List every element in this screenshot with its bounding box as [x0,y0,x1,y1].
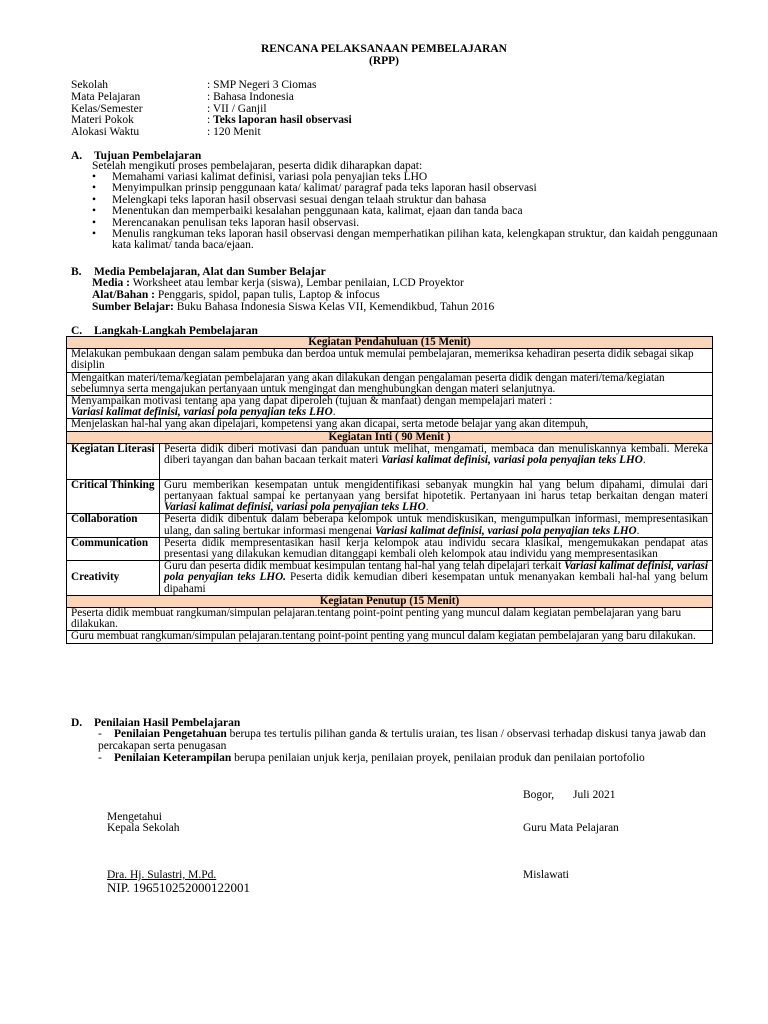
table-row [67,431,713,443]
inti-label: Collaboration [67,514,160,537]
inti-text-main: Peserta didik diberi motivasi dan panduan untuk melihat, mengamati, membaca dan menuliskannya kembali. Mereka diberi tayangan dan bahan bacaan terkait materi [164,442,708,467]
table-row [67,561,713,596]
section-number: D. [71,717,83,729]
meta-value: : 120 Menit [207,126,261,138]
alat-value: Penggaris, spidol, papan tulis, Laptop & infocus [154,289,380,301]
assessment-desc: berupa penilaian unjuk kerja, penilaian proyek, penilaian produk dan penilaian portofolio [231,752,645,764]
document-title: RENCANA PELAKSANAAN PEMBELAJARAN [261,43,507,55]
signature-right-role: Guru Mata Pelajaran [523,822,619,834]
section-number: A. [71,150,83,162]
signature-left-line1: Mengetahui [107,811,162,823]
table-row [67,443,713,479]
pendahuluan-step: Menjelaskan hal-hal yang akan dipelajari, kompetensi yang akan dicapai, serta metode belajar yang akan ditempuh, [67,419,713,431]
sumber-line [92,302,494,314]
learning-steps-table [66,336,713,644]
meta-row-alokasi [71,126,261,138]
meta-row-mapel [71,91,294,103]
headmaster-nip: NIP. 196510252000122001 [107,880,251,895]
penutup-header: Kegiatan Penutup (15 Menit) [67,595,713,607]
sumber-value: Buku Bahasa Indonesia Siswa Kelas VII, Kemendikbud, Tahun 2016 [173,301,495,313]
teacher-name: Mislawati [523,869,569,881]
motivasi-step [67,396,713,419]
table-row [67,514,713,537]
meta-value: : Bahasa Indonesia [207,91,294,103]
alat-line [92,290,380,302]
motivasi-topic: Variasi kalimat definisi, variasi pola penyajian teks LHO [71,406,333,419]
table-row [67,595,713,607]
table-row [67,372,713,395]
meta-key: Kelas/Semester [71,103,143,115]
meta-value-bold: Teks laporan hasil observasi [213,114,352,126]
section-a-intro: Setelah mengikuti proses pembelajaran, peserta didik diharapkan dapat: [92,160,423,172]
motivasi-end: . [332,406,336,419]
sumber-label: Sumber Belajar: [92,301,174,313]
objective-list [92,172,722,252]
table-row [67,419,713,431]
document-subtitle: (RPP) [368,55,399,67]
table-row [67,479,713,514]
list-dash: - [98,752,102,764]
inti-text-end: . [636,524,640,537]
table-row [67,608,713,631]
meta-key: Sekolah [71,79,109,91]
assessment-type: Penilaian Pengetahuan [114,728,227,740]
meta-value-prefix: : [207,114,214,126]
table-row [67,349,713,372]
objective-item: • Menyimpulkan prinsip penggunaan kata/ kalimat/ paragraf pada teks laporan hasil observasi [92,183,722,194]
meta-key: Mata Pelajaran [71,91,141,103]
objective-item: • Memahami variasi kalimat definisi, variasi pola penyajian teks LHO [92,172,722,183]
pendahuluan-step: Melakukan pembukaan dengan salam pembuka dan berdoa untuk memulai pembelajaran, memeriksa kehadiran peserta didik sebagai sikap disiplin [67,349,713,372]
meta-key: Alokasi Waktu [71,126,140,138]
inti-text [160,479,713,514]
penutup-step: Peserta didik membuat rangkuman/simpulan pelajaran.tentang point-point penting yang muncul dalam kegiatan pembelajaran yang baru dilakukan. [67,608,713,631]
signature-date: Juli 2021 [573,789,616,801]
inti-text-main: Peserta didik mempresentasikan hasil kerja kelompok atau individu secara klasikal, mengemukakan pendapat atas presentasi yang dilakukan kemudian ditanggapi kembali oleh kelompok atau individu yang mempresentasikan [164,536,708,561]
inti-text-main: Guru dan peserta didik membuat kesimpulan tentang hal-hal yang telah dipelajari terkait [164,560,565,573]
inti-text-topic: Variasi kalimat definisi, variasi pola penyajian teks LHO [164,501,426,514]
inti-header: Kegiatan Inti ( 90 Menit ) [67,431,713,443]
inti-text-end: . [642,454,646,467]
pendahuluan-header: Kegiatan Pendahuluan (15 Menit) [67,337,713,349]
objective-item: • Melengkapi teks laporan hasil observasi sesuai dengan telaah struktur dan bahasa [92,195,722,206]
meta-value: : SMP Negeri 3 Ciomas [207,79,317,91]
section-number: C. [71,325,83,337]
inti-text-topic: Variasi kalimat definisi, variasi pola penyajian teks LHO. [164,560,709,584]
media-value: Worksheet atau lembar kerja (siswa), Lembar penilaian, LCD Proyektor [130,277,464,289]
table-row [67,631,713,643]
inti-text [160,561,713,596]
meta-key: Materi Pokok [71,114,134,126]
headmaster-name: Dra. Hj. Sulastri, M.Pd. [107,869,217,881]
list-dash: - [98,728,102,740]
inti-text [160,514,713,537]
section-title: Penilaian Hasil Pembelajaran [94,717,241,729]
table-row [67,337,713,349]
section-title: Media Pembelajaran, Alat dan Sumber Belajar [94,266,326,278]
inti-label: Creativity [67,561,160,596]
inti-text-end: . [425,501,429,514]
pendahuluan-step: Mengaitkan materi/tema/kegiatan pembelajaran yang akan dilakukan dengan pengalaman peserta didik dengan materi/tema/kegiatan sebelumnya serta mengajukan pertanyaan untuk mengingat dan menghubungkan dengan materi selanjutnya. [67,372,713,395]
meta-row-sekolah [71,79,316,91]
motivasi-text: Menyampaikan motivasi tentang apa yang dapat diperoleh (tujuan & manfaat) dengan mempelajari materi : [71,395,553,408]
assessment-item [98,729,716,752]
assessment-type: Penilaian Keterampilan [114,752,232,764]
inti-label: Critical Thinking [67,479,160,514]
table-row [67,537,713,560]
inti-text-end: Peserta didik kemudian diberi kesempatan untuk menanyakan kembali hal-hal yang belum dipahami [164,571,708,595]
inti-label: Kegiatan Literasi [67,443,160,479]
penutup-step: Guru membuat rangkuman/simpulan pelajaran.tentang point-point penting yang muncul dalam kegiatan pembelajaran yang baru dilakukan. [67,631,713,643]
inti-label: Communication [67,537,160,560]
inti-text [160,443,713,479]
section-title: Langkah-Langkah Pembelajaran [94,325,258,337]
inti-text-topic: Variasi kalimat definisi, variasi pola penyajian teks LHO [374,524,637,537]
table-row [67,396,713,419]
inti-text-topic: Variasi kalimat definisi, variasi pola penyajian teks LHO [381,454,643,467]
signature-left-line2: Kepala Sekolah [107,822,180,834]
assessment-item [98,753,716,765]
inti-text-main: Peserta didik dibentuk dalam beberapa kelompok untuk mendiskusikan, mengumpulkan informasi, mempresentasikan ulang, dan saling bertukar informasi mengenai [164,513,708,537]
meta-value: : VII / Ganjil [207,103,267,115]
objective-item: • Menulis rangkuman teks laporan hasil observasi dengan memperhatikan pilihan kata, kelengkapan struktur, dan kaidah penggunaan kata kalimat/ tanda baca/ejaan. [92,229,722,252]
inti-text-main: Guru memberikan kesempatan untuk mengidentifikasi sebanyak mungkin hal yang belum dipahami, dimulai dari pertanyaan faktual sampai ke pertanyaan yang bersifat hipotetik. Pertanyaan ini harus tetap berkaitan dengan materi [164,478,708,503]
section-number: B. [71,266,82,278]
signature-place: Bogor, [523,789,555,801]
meta-row-materi [71,114,352,126]
objective-item: • Menentukan dan memperbaiki kesalahan penggunaan kata, kalimat, ejaan dan tanda baca [92,206,722,217]
media-label: Media : [92,277,131,289]
section-title: Tujuan Pembelajaran [94,150,202,162]
alat-label: Alat/Bahan : [92,289,155,301]
inti-text [160,537,713,560]
media-line [92,278,464,290]
assessment-desc: berupa tes tertulis pilihan ganda & tertulis uraian, tes lisan / observasi terhadap diskusi tanya jawab dan percakapan serta penugasan [98,728,706,752]
objective-item: • Merencanakan penulisan teks laporan hasil observasi. [92,218,722,229]
